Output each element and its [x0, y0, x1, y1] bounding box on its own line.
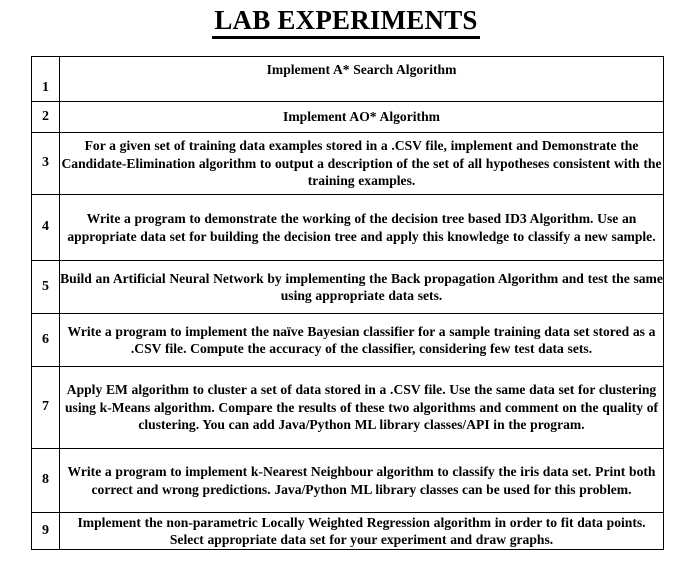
table-row — [32, 513, 664, 550]
experiment-number: 5 — [32, 261, 60, 314]
experiment-description: Write a program to implement the naïve Bayesian classifier for a sample training data set stored as a .CSV file. Compute the accuracy of the classifier, considering few test data sets. — [60, 314, 664, 367]
experiment-number: 2 — [32, 102, 60, 133]
experiment-description: Implement the non-parametric Locally Weighted Regression algorithm in order to fit data points. Select appropriate data set for your experiment and draw graphs. — [60, 513, 664, 550]
experiment-description: For a given set of training data examples stored in a .CSV file, implement and Demonstrate the Candidate-Elimination algorithm to output a description of the set of all hypotheses consistent with the training examples. — [60, 133, 664, 195]
table-row — [32, 195, 664, 261]
page-title: LAB EXPERIMENTS — [212, 6, 479, 39]
table-row — [32, 449, 664, 513]
table-body — [32, 57, 664, 550]
table-row — [32, 133, 664, 195]
table-row — [32, 367, 664, 449]
table-row — [32, 314, 664, 367]
experiment-description: Write a program to demonstrate the working of the decision tree based ID3 Algorithm. Use an appropriate data set for building the decision tree and apply this knowledge to classify a new sample. — [60, 195, 664, 261]
experiment-description: Build an Artificial Neural Network by implementing the Back propagation Algorithm and test the same using appropriate data sets. — [60, 261, 664, 314]
experiment-number: 4 — [32, 195, 60, 261]
table-row — [32, 57, 664, 102]
experiment-number: 9 — [32, 513, 60, 550]
experiment-number: 1 — [32, 57, 60, 102]
page-title-container — [0, 6, 692, 39]
table-row — [32, 102, 664, 133]
experiment-description: Apply EM algorithm to cluster a set of data stored in a .CSV file. Use the same data set for clustering using k-Means algorithm. Compare the results of these two algorithms and comment on the quality of clustering. You can add Java/Python ML library classes/API in the program. — [60, 367, 664, 449]
table-row — [32, 261, 664, 314]
experiment-description: Implement A* Search Algorithm — [60, 57, 664, 102]
lab-experiments-table — [31, 56, 664, 550]
experiment-number: 7 — [32, 367, 60, 449]
experiment-number: 8 — [32, 449, 60, 513]
experiment-number: 6 — [32, 314, 60, 367]
experiment-number: 3 — [32, 133, 60, 195]
experiment-description: Implement AO* Algorithm — [60, 102, 664, 133]
experiment-description: Write a program to implement k-Nearest Neighbour algorithm to classify the iris data set. Print both correct and wrong predictions. Java/Python ML library classes can be used for this problem. — [60, 449, 664, 513]
